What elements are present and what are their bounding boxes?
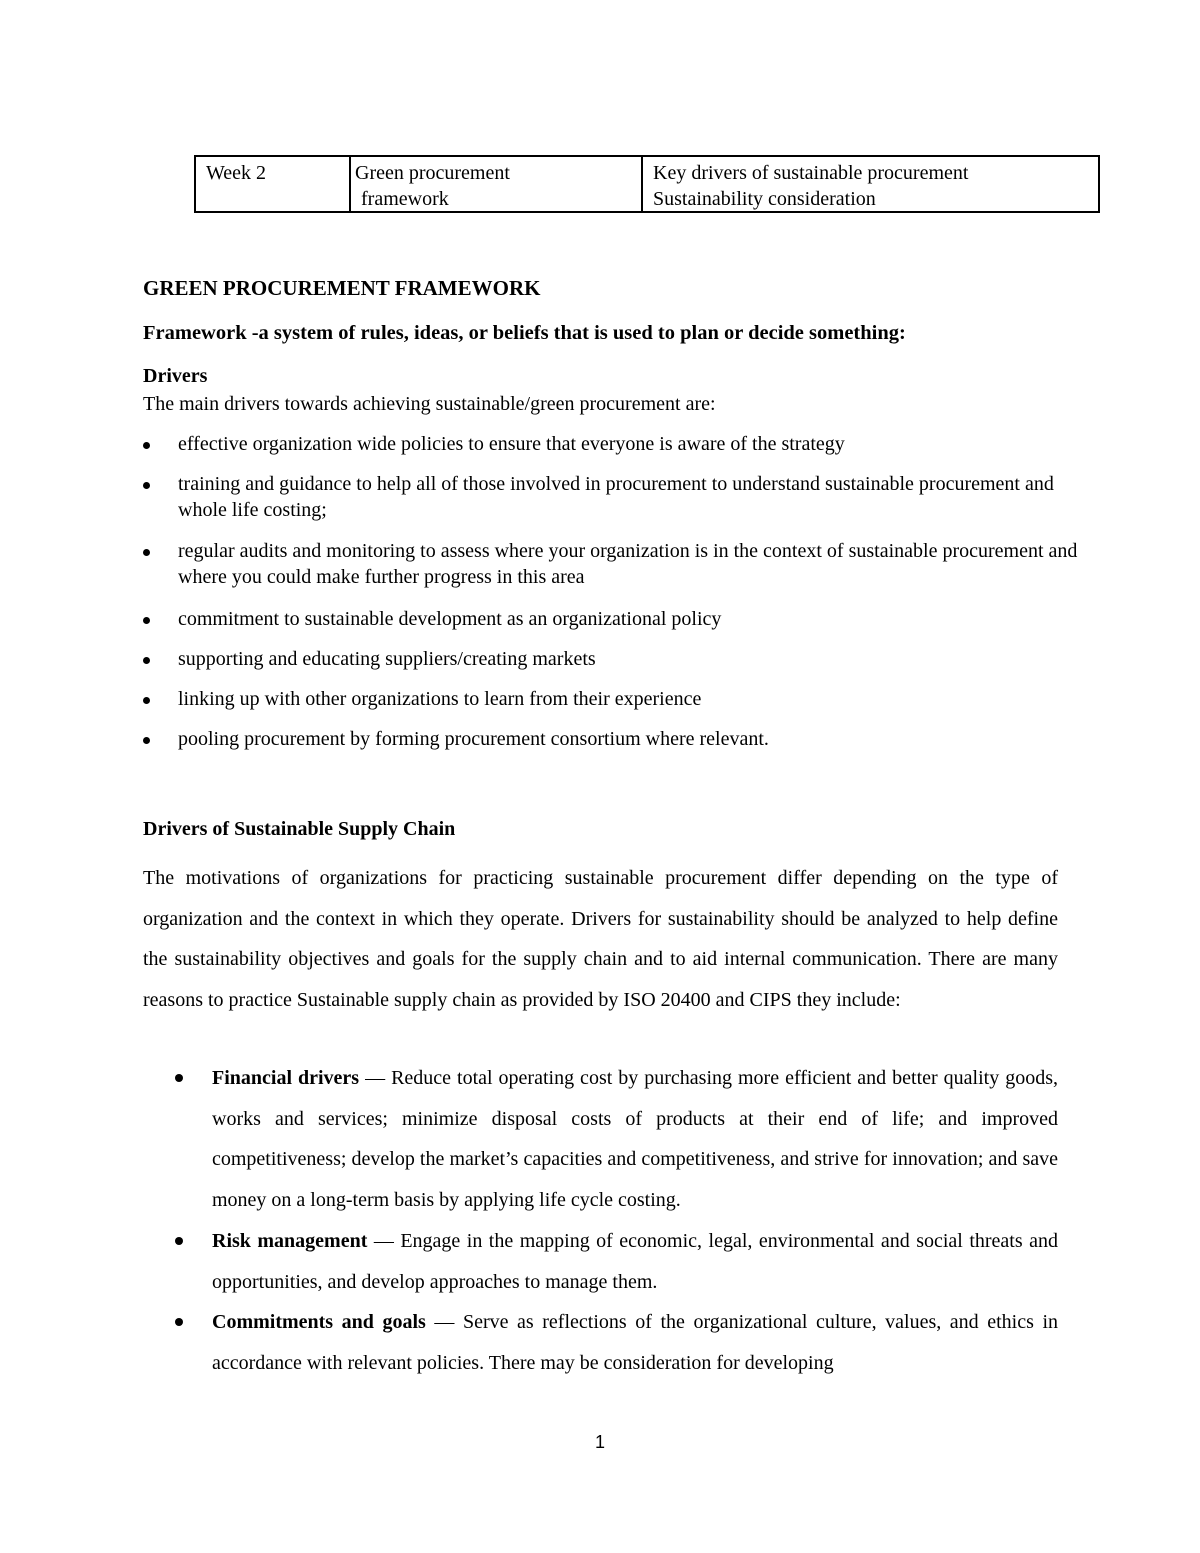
- chain-heading: Drivers of Sustainable Supply Chain: [143, 818, 456, 840]
- content-cell: [643, 157, 1098, 211]
- list-item: [143, 726, 769, 752]
- list-item: [143, 686, 701, 712]
- bullet-icon: [143, 617, 150, 624]
- driver-term: Commitments and goals: [212, 1311, 426, 1334]
- list-item: [143, 431, 845, 457]
- list-item-text: training and guidance to help all of those involved in procurement to understand sustainable procurement and whole life costing;: [178, 473, 1054, 521]
- content-line-1: Key drivers of sustainable procurement: [653, 162, 969, 184]
- list-item: [143, 471, 1083, 523]
- bullet-icon: [143, 737, 150, 744]
- bullet-icon: [143, 482, 150, 489]
- list-item: [175, 1221, 1058, 1302]
- topic-cell: [351, 157, 643, 211]
- page-title: GREEN PROCUREMENT FRAMEWORK: [143, 276, 541, 300]
- drivers-intro: The main drivers towards achieving sustainable/green procurement are:: [143, 393, 716, 415]
- topic-line-1: Green procurement: [355, 162, 510, 184]
- bullet-icon: [175, 1318, 183, 1326]
- bullet-icon: [143, 549, 150, 556]
- list-item-text: supporting and educating suppliers/creating markets: [178, 648, 596, 670]
- bullet-icon: [143, 657, 150, 664]
- topic-line-2: framework: [361, 188, 449, 210]
- list-item: [175, 1302, 1058, 1383]
- driver-term: Risk management: [212, 1229, 368, 1252]
- list-item: [143, 538, 1083, 590]
- bullet-icon: [143, 442, 150, 449]
- list-item-text: pooling procurement by forming procurement consortium where relevant.: [178, 728, 769, 750]
- driver-text: — Engage in the mapping of economic, legal, environmental and social threats and opportunities, and develop approaches to manage them.: [212, 1229, 1058, 1293]
- list-item-text: effective organization wide policies to ensure that everyone is aware of the strategy: [178, 433, 845, 455]
- list-item-text: commitment to sustainable development as an organizational policy: [178, 608, 722, 630]
- drivers-heading: Drivers: [143, 365, 208, 387]
- bullet-icon: [175, 1237, 183, 1245]
- bullet-icon: [175, 1074, 183, 1082]
- week-label: Week 2: [206, 162, 267, 184]
- list-item-text: linking up with other organizations to learn from their experience: [178, 688, 702, 710]
- chain-drivers-list: [175, 1058, 1058, 1384]
- driver-text: — Reduce total operating cost by purchasing more efficient and better quality goods, works and services; minimize disposal costs of products at their end of life; and improved competitiveness; develop the market’s capacities and competitiveness, and strive for innovation; and save money on a long-term basis by applying life cycle costing.: [212, 1067, 1058, 1212]
- week-cell: [196, 157, 351, 211]
- content-line-2: Sustainability consideration: [653, 188, 876, 210]
- list-item: [143, 646, 596, 672]
- page-number: 1: [594, 1432, 605, 1452]
- list-item-text: regular audits and monitoring to assess where your organization is in the context of sustainable procurement and where you could make further progress in this area: [178, 540, 1078, 588]
- driver-term: Financial drivers: [212, 1067, 360, 1089]
- chain-paragraph: The motivations of organizations for practicing sustainable procurement differ depending on the type of organization and the context in which they operate. Drivers for sustainability should be analyzed to help define the sustainability objectives and goals for the supply chain and to aid internal communication. There are many reasons to practice Sustainable supply chain as provided by ISO 20400 and CIPS they include:: [143, 867, 1058, 1011]
- bullet-icon: [143, 697, 150, 704]
- list-item: [175, 1058, 1058, 1221]
- framework-definition: Framework -a system of rules, ideas, or beliefs that is used to plan or decide something:: [143, 322, 906, 344]
- list-item: [143, 606, 721, 632]
- driver-text: — Serve as reflections of the organizational culture, values, and ethics in accordance with relevant policies. There may be consideration for developing: [212, 1311, 1059, 1374]
- week-table: [194, 155, 1100, 213]
